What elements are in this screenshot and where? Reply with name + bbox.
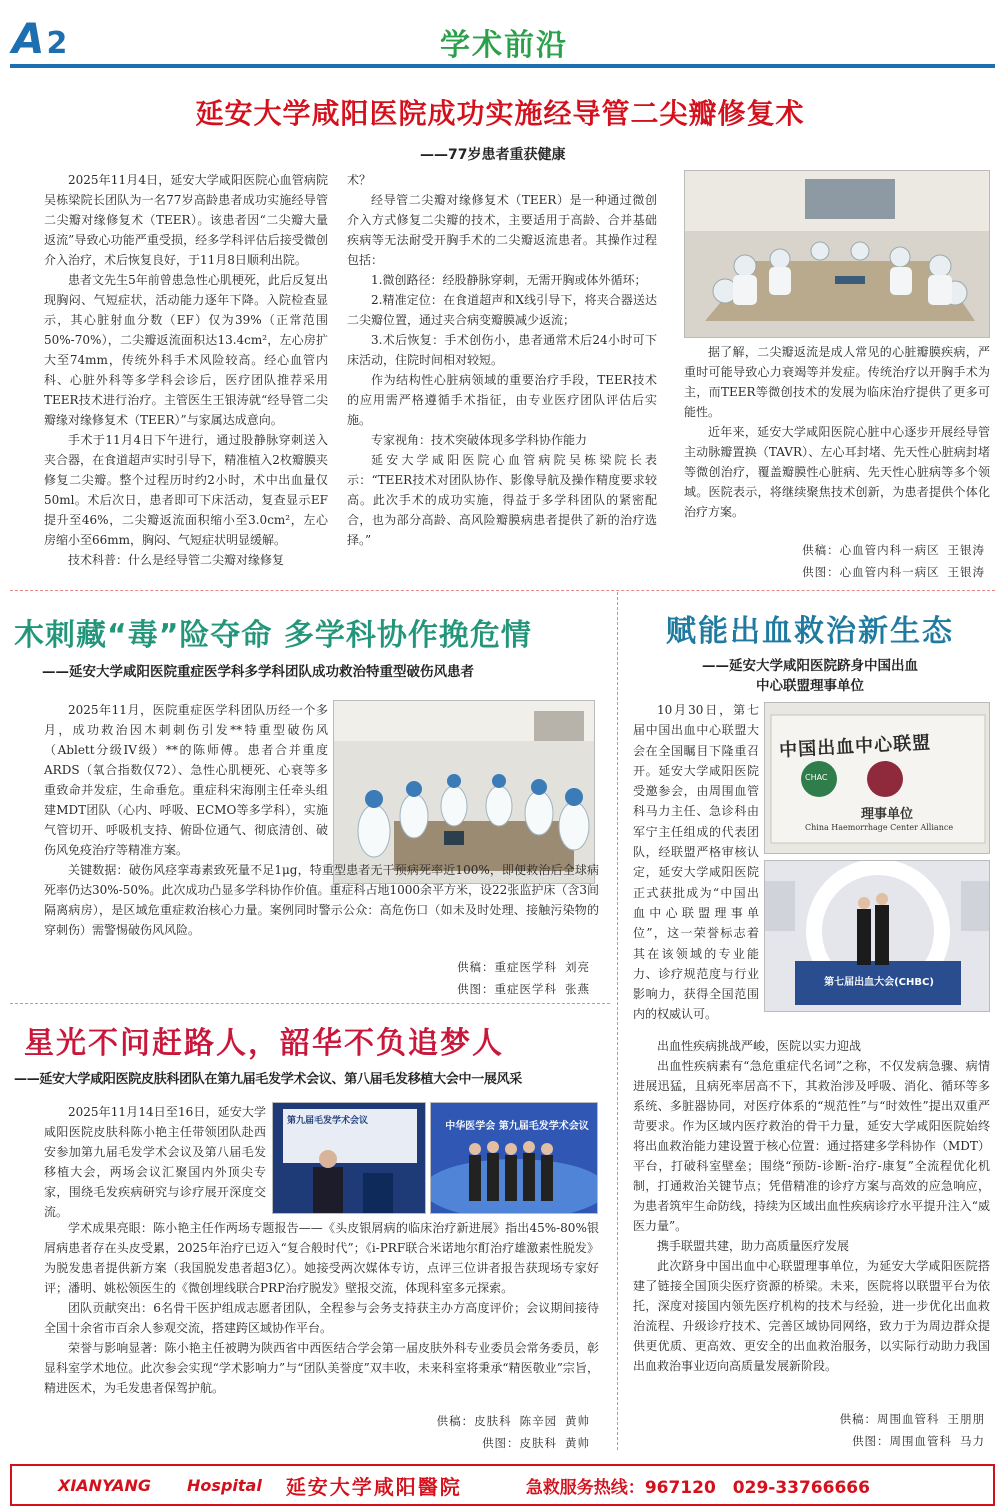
paragraph: 荣誉与影响显著：陈小艳主任被聘为陕西省中西医结合学会第一届皮肤外科专业委员会常务委员，彰显科室学术地位。此次参会实现“学术影响力”与“团队美誉度”双丰收，未来科室将秉承“精医敬业”宗旨，精进医术，为毛发患者保驾护航。: [44, 1341, 599, 1395]
article2-photo-mdt: [333, 700, 595, 884]
event-photo-illustration: [765, 861, 990, 1012]
plaque-unit: 理事单位: [861, 807, 914, 822]
paragraph: 团队贡献突出：6名骨干医护组成志愿者团队，全程参与会务支持获主办方高度评价；会议期间接待全国十余省市百余人参观交流，搭建跨区域协作平台。: [44, 1301, 599, 1335]
event-banner-text: 第七届出血大会(CHBC): [824, 977, 934, 988]
article1-subtitle: ——77岁患者重获健康: [420, 147, 566, 163]
lecture-banner-text: 第九届毛发学术会议: [287, 1116, 369, 1126]
footer-bar: [10, 1464, 995, 1506]
article2-text-2: [44, 860, 599, 940]
paragraph: 3.术后恢复：手术创伤小，患者通常术后24小时可下床活动，住院时间相对较短。: [347, 333, 657, 367]
page-number: [12, 14, 67, 63]
paragraph: 2025年11月14日至16日，延安大学咸阳医院皮肤科陈小艳主任带领团队赴西安参加第九届毛发学术会议及第八届毛发移植大会，两场会议汇聚国内外顶尖专家，围绕毛发疾病研究与诊疗展开深度交流。: [44, 1105, 266, 1219]
subheading: 携手联盟共建，助力高质量医疗发展: [657, 1239, 850, 1253]
article3-text-2: [44, 1218, 599, 1398]
article4-photo-plaque: [764, 702, 990, 854]
article2-text-1: [44, 700, 328, 860]
page-letter: A: [12, 14, 45, 63]
footer-brand-cn: 延安大学咸阳醫院: [285, 1474, 462, 1499]
paragraph: 1.微创路径：经股静脉穿刺，无需开胸或体外循环；: [371, 273, 647, 287]
page-digit: 2: [46, 26, 68, 61]
article1-credit-photo: 供图：心血管内科一病区 王银涛: [802, 565, 985, 579]
article4-credit-text: 供稿：周围血管科 王朋朋: [839, 1412, 985, 1426]
paragraph: 关键数据：破伤风痉挛毒素致死量不足1μg，特重型患者无干预病死率近100%，即便救治后全球病死率仍达30%-50%。此次成功凸显多学科协作价值。重症科占地1000余平方米，设22张监护床（含3间隔离病房），是区域危重症救治核心力量。案例同时警示公众：高危伤口（如未及时处理、接触污染物的穿刺伤）需警惕破伤风风险。: [44, 863, 599, 937]
header-rule: [10, 64, 995, 68]
footer-brand-en-2: Hospital: [187, 1475, 262, 1495]
paragraph: 10月30日，第七届中国出血中心联盟大会在全国瞩目下隆重召开。延安大学咸阳医院受邀参会，由周围血管科马力主任、急诊科由军宁主任组成的代表团队，经联盟严格审核认定，延安大学咸阳医院正式获批成为“中国出血中心联盟理事单位”，这一荣誉标志着其在该领域的专业能力、诊疗规范度与行业影响力，获得全国范围内的权威认可。: [633, 703, 759, 1022]
paragraph: 2025年11月4日，延安大学咸阳医院心血管病院吴栋梁院长团队为一名77岁高龄患者成功实施经导管二尖瓣对缘修复术（TEER）。该患者因“二尖瓣大量返流”导致心功能严重受损，经多学科评估后接受微创介入治疗，术后恢复良好，于11月8日顺利出院。: [44, 173, 328, 267]
article4-credit-photo: 供图：周围血管科 马力: [852, 1434, 985, 1448]
article3-title: 星光不问赶路人，韶华不负追梦人: [24, 1026, 504, 1061]
article2-title: 木刺藏“毒”险夺命 多学科协作挽危情: [14, 618, 532, 653]
paragraph: 2.精准定位：在食道超声和X线引导下，将夹合器送达二尖瓣位置，通过夹合病变瓣膜减少返流；: [347, 293, 657, 327]
article4-text-2: [633, 1036, 990, 1376]
paragraph: 手术于11月4日下午进行，通过股静脉穿刺送入夹合器，在食道超声实时引导下，精准植入2枚瓣膜夹修复二尖瓣。整个过程历时约2小时，术中出血量仅50ml。术后次日，患者即可下床活动，复查显示EF提升至46%，二尖瓣返流面积缩小至3.0cm²，左心房缩小至66mm，胸闷、气短症状明显缓解。: [44, 433, 328, 547]
meeting-photo-illustration: [685, 171, 990, 338]
article1-column-2: [347, 170, 657, 550]
article2-credit-photo: 供图：重症医学科 张燕: [457, 982, 590, 996]
paragraph: 出血性疾病素有“急危重症代名词”之称，不仅发病急骤、病情进展迅猛，且病死率居高不下，其救治涉及呼吸、消化、循环等多系统、多脏器协同，对医疗体系的“规范性”与“时效性”提出双重严苛要求。作为区域内医疗救治的骨干力量，延安大学咸阳医院始终将出血救治能力建设置于核心位置：通过搭建多学科协作（MDT）平台，打破科室壁垒；围绕“预防-诊断-治疗-康复”全流程优化机制，打通救治关键节点；凭借精准的诊疗方案与高效的应急响应，为患者筑牢生命防线，持续为区域出血性疾病诊疗水平提升注入“威医力量”。: [633, 1059, 990, 1233]
section-divider: [10, 590, 995, 591]
article1-title: 延安大学咸阳医院成功实施经导管二尖瓣修复术: [195, 97, 805, 130]
paragraph: 此次跻身中国出血中心联盟理事单位，为延安大学咸阳医院搭建了链接全国顶尖医疗资源的桥梁。未来，医院将以联盟平台为依托，深度对接国内领先医疗机构的技术与经验，进一步优化出血救治流程、升级诊疗技术、完善区域协同网络，致力于为周边群众提供更优质、更高效、更安全的出血救治服务，以实际行动助力我国出血救治事业迈向高质量发展新阶段。: [633, 1259, 990, 1373]
section-divider: [10, 1003, 610, 1004]
article3-photo-group: [430, 1102, 598, 1214]
paragraph: 2025年11月，医院重症医学科团队历经一个多月，成功救治因木刺刺伤引发**特重型破伤风（Ablett分级IV级）**的陈师傅。患者合并重度ARDS（氧合指数仅72）、急性心肌梗死、心衰等多重致命并发症，生命垂危。重症科宋海刚主任牵头组建MDT团队（心内、呼吸、ECMO等多学科），实施气管切开、呼吸机支持、俯卧位通气、彻底清创、破伤风免疫治疗等精准方案。: [44, 703, 328, 857]
article4-text-1: [633, 700, 759, 1025]
paragraph: 作为结构性心脏病领域的重要治疗手段，TEER技术的应用需严格遵循手术指征，由专业医疗团队评估后实施。: [347, 373, 657, 427]
footer-hotline-label: 急救服务热线：: [525, 1477, 645, 1498]
page-header: [0, 0, 1000, 72]
paragraph: 专家视角：技术突破体现多学科协作能力: [371, 433, 588, 447]
column-divider: [617, 592, 618, 1450]
section-title: 学术前沿: [440, 28, 568, 63]
article3-subtitle: ——延安大学咸阳医院皮肤科团队在第九届毛发学术会议、第八届毛发移植大会中一展风采: [14, 1072, 523, 1087]
mdt-photo-illustration: [334, 701, 595, 884]
plaque-logo: CHAC: [805, 773, 828, 782]
article4-photo-event: [764, 860, 990, 1012]
article4-subtitle-1: ——延安大学咸阳医院跻身中国出血: [702, 658, 918, 674]
paragraph: 术？: [347, 173, 372, 187]
article2-subtitle: ——延安大学咸阳医院重症医学科多学科团队成功救治特重型破伤风患者: [42, 664, 474, 680]
article1-column-3: [684, 342, 990, 522]
article1-credit-text: 供稿：心血管内科一病区 王银涛: [802, 543, 985, 557]
article4-subtitle-2: 中心联盟理事单位: [756, 678, 864, 694]
article3-credit-text: 供稿：皮肤科 陈辛园 黄帅: [436, 1414, 590, 1428]
article4-title: 赋能出血救治新生态: [666, 614, 954, 649]
group-banner-text: 中华医学会 第九届毛发学术会议: [445, 1121, 589, 1132]
paragraph: 延安大学咸阳医院心血管病院吴栋梁院长表示：“TEER技术对团队协作、影像导航及操作精度要求较高。此次手术的成功实施，得益于多学科团队的紧密配合，也为部分高龄、高风险瓣膜病患者提供了新的治疗选择。”: [347, 453, 657, 547]
paragraph: 经导管二尖瓣对缘修复术（TEER）是一种通过微创介入方式修复二尖瓣的技术，主要适用于高龄、合并基础疾病等无法耐受开胸手术的二尖瓣返流患者。其操作过程包括：: [347, 193, 657, 267]
article3-text-1: [44, 1102, 266, 1222]
article3-photo-lecture: [272, 1102, 426, 1214]
footer-hotline-numbers: 967120 029-33766666: [644, 1477, 870, 1498]
paragraph: 学术成果亮眼：陈小艳主任作两场专题报告——《头皮银屑病的临床治疗新进展》指出45%-80%银屑病患者存在头皮受累，2025年治疗已迈入“复合般时代”；《i-PRF联合米诺地尔酊治疗雄激素性脱发》为脱发患者提供新方案（我国脱发患者超3亿）。她接受两次媒体专访，点评三位讲者报告获现场专家好评；潘明、姚松领医生的《微创埋线联合PRP治疗脱发》壁报交流，体现科室多元探索。: [44, 1221, 599, 1295]
paragraph: 据了解，二尖瓣返流是成人常见的心脏瓣膜疾病，严重时可能导致心力衰竭等并发症。传统治疗以开胸手术为主，而TEER等微创技术的发展为临床治疗提供了更多可能性。: [684, 345, 990, 419]
article1-photo-meeting: [684, 170, 990, 338]
paragraph: 技术科普：什么是经导管二尖瓣对缘修复: [68, 553, 285, 567]
paragraph: 近年来，延安大学咸阳医院心脏中心逐步开展经导管主动脉瓣置换（TAVR）、左心耳封堵、先天性心脏病封堵等微创治疗，覆盖瓣膜性心脏病、先天性心脏病等多个领域。医院表示，将继续聚焦技术创新，为患者提供个体化治疗方案。: [684, 425, 990, 519]
subheading: 出血性疾病挑战严峻，医院以实力迎战: [657, 1039, 862, 1053]
footer-brand-en-1: XIANYANG: [58, 1475, 152, 1495]
article3-credit-photo: 供图：皮肤科 黄帅: [482, 1436, 590, 1450]
plaque-english: China Haemorrhage Center Alliance: [805, 823, 954, 832]
article1-column-1: [44, 170, 328, 570]
paragraph: 患者文先生5年前曾患急性心肌梗死，此后反复出现胸闷、气短症状，活动能力逐年下降。入院检查显示，其心脏射血分数（EF）仅为39%（正常范围50%-70%），二尖瓣返流面积达13.4cm²，左心房扩大至74mm，传统外科手术风险较高。经心血管内科、心脏外科等多学科会诊后，医疗团队推荐采用TEER技术进行治疗。主管医生王银涛就“经导管二尖瓣缘对缘修复术（TEER）”与家属达成意向。: [44, 273, 328, 427]
article2-credit-text: 供稿：重症医学科 刘亮: [457, 960, 590, 974]
plaque-title: 中国出血中心联盟: [778, 732, 932, 762]
